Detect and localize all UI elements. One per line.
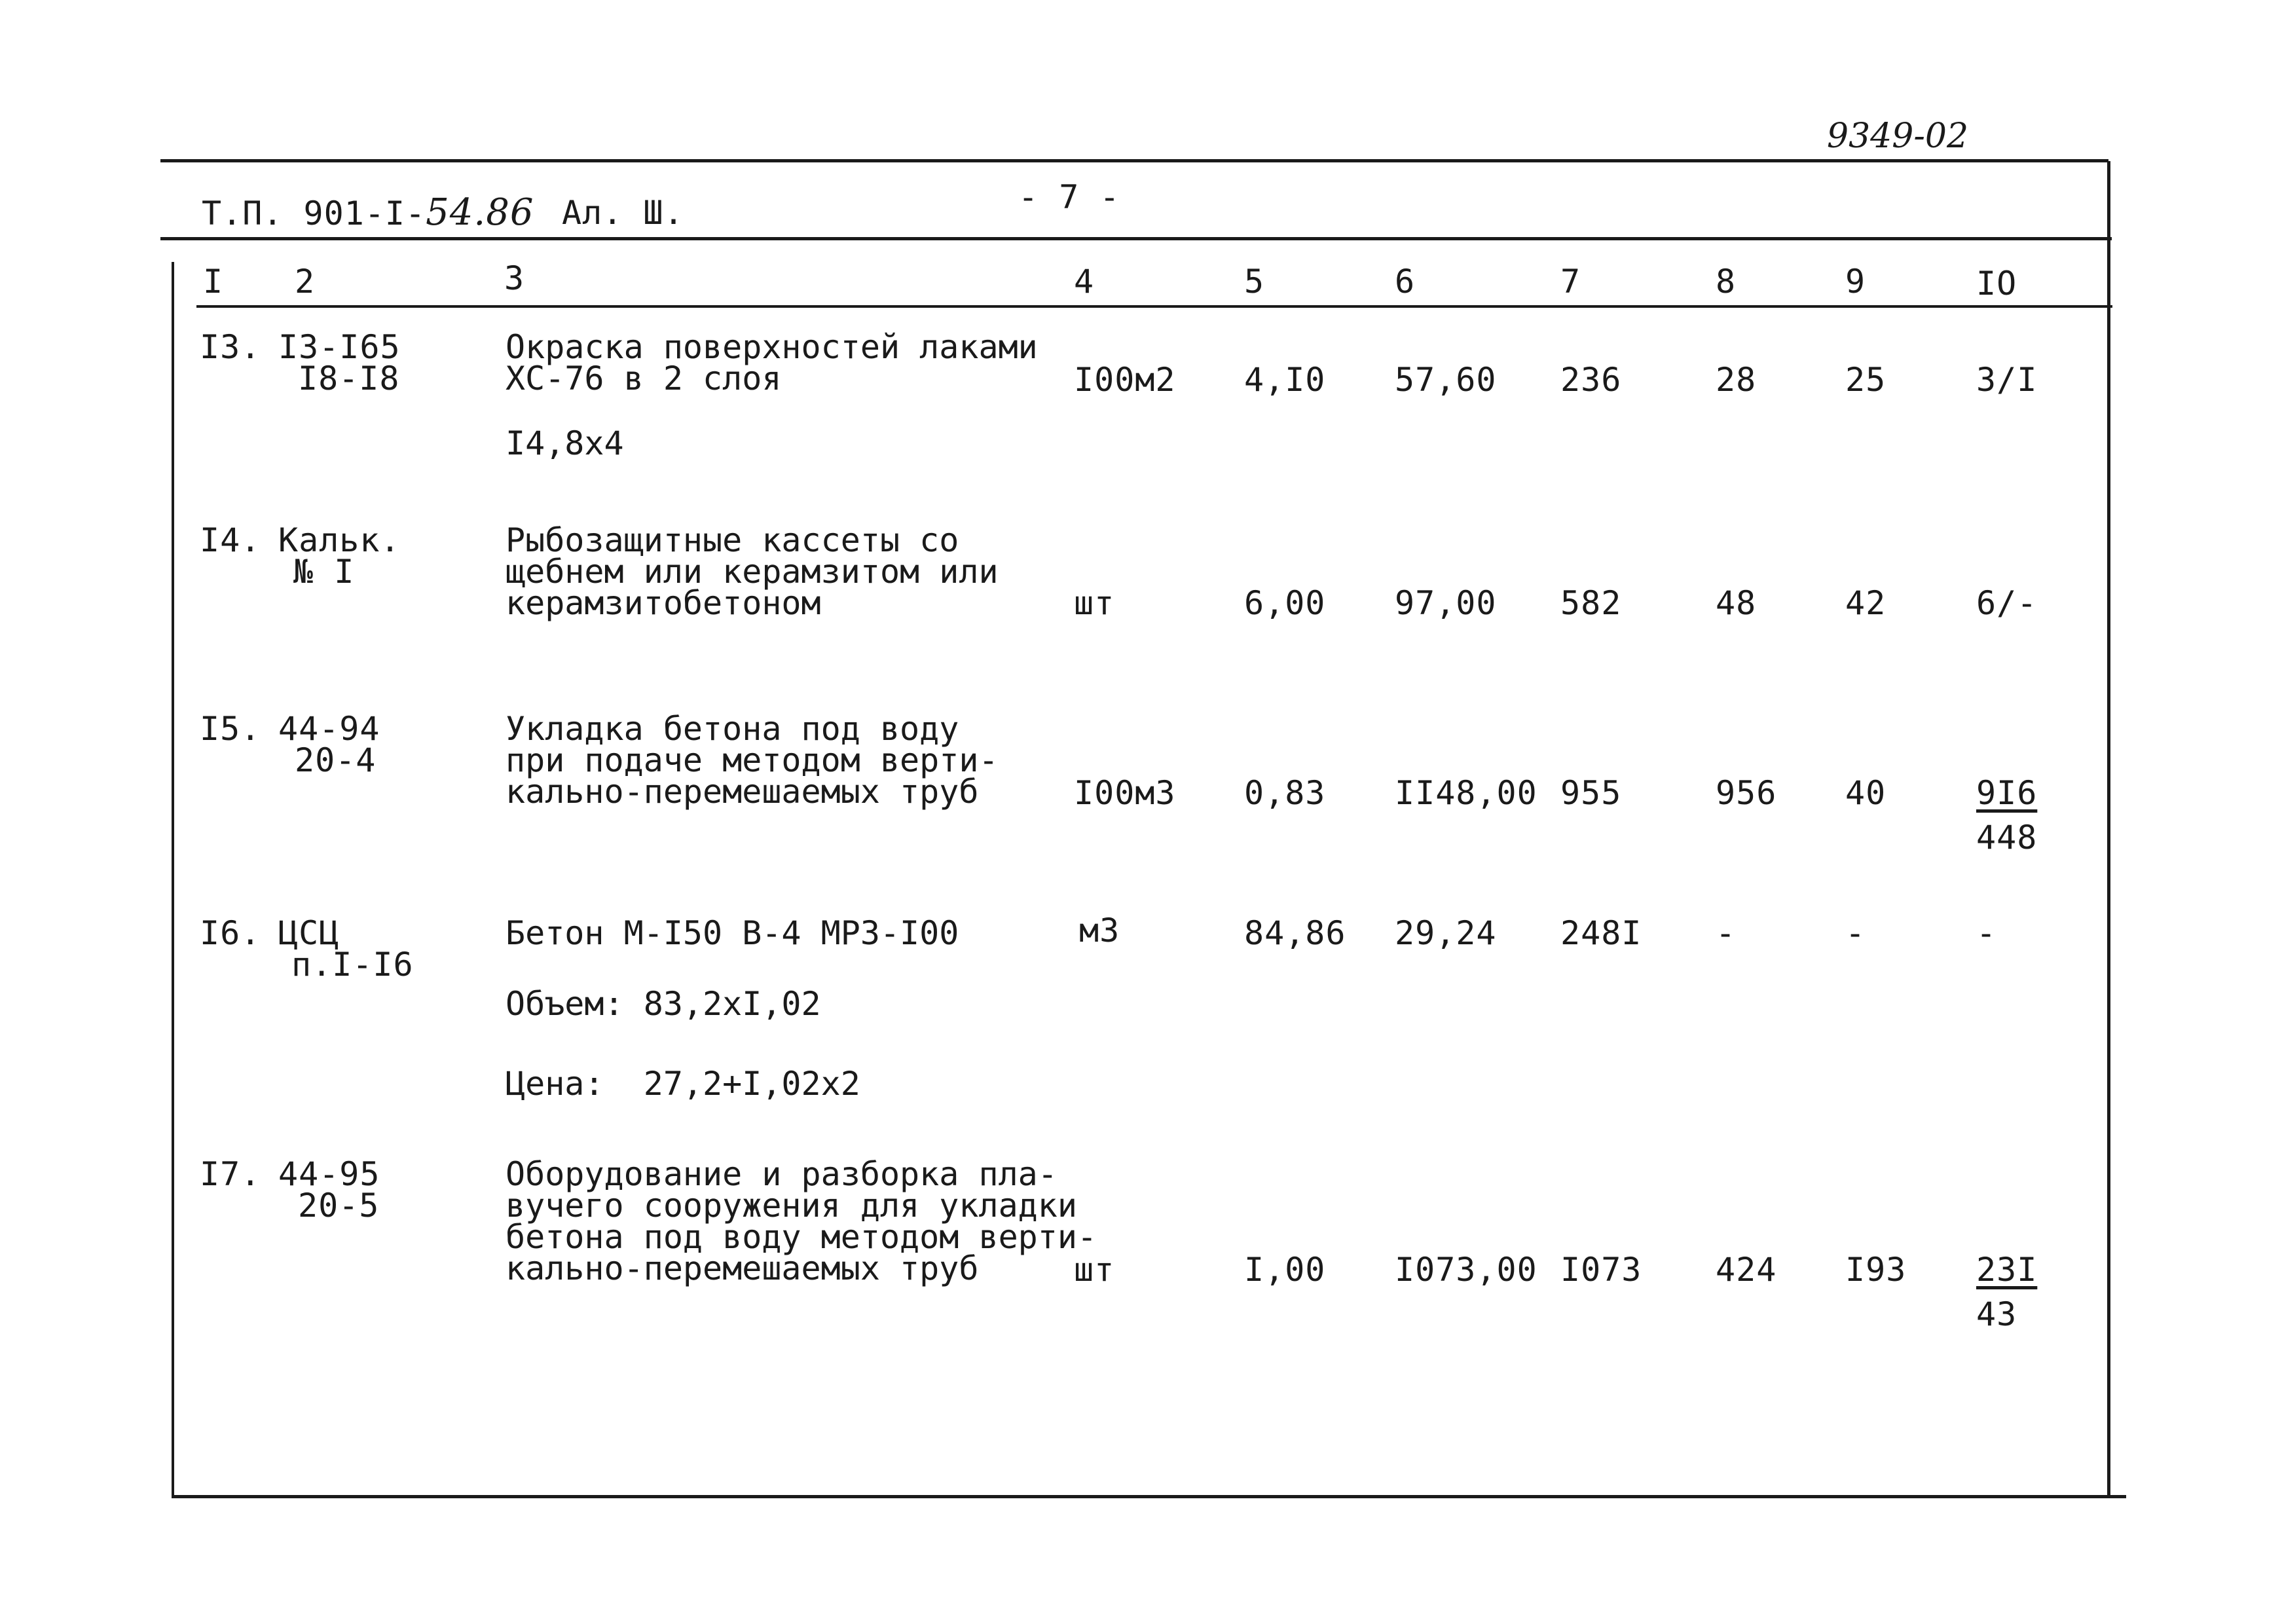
- album-label: Ал. Ш.: [562, 194, 684, 232]
- column-header: IO: [1976, 265, 2017, 303]
- left-border-line: [172, 262, 174, 1498]
- row-number: I7.: [200, 1155, 261, 1193]
- column-8-value: 956: [1716, 774, 1777, 812]
- column-9-value: 42: [1845, 584, 1886, 622]
- page-number: - 7 -: [1018, 178, 1120, 216]
- unit-price: 57,60: [1395, 361, 1497, 399]
- quantity: 84,86: [1244, 914, 1346, 952]
- right-border-line: [2107, 161, 2110, 1498]
- column-header: 5: [1244, 263, 1265, 301]
- fraction-numerator: 9I6: [1976, 774, 2038, 812]
- designation-prefix: Т.П. 901-I-: [202, 194, 426, 232]
- unit: шт: [1074, 1251, 1115, 1289]
- designation-handwritten: 54.86: [426, 191, 534, 234]
- top-border-line: [160, 159, 2108, 162]
- unit-price: 29,24: [1395, 914, 1497, 952]
- bottom-border-line: [174, 1495, 2126, 1498]
- quantity: 6,00: [1244, 584, 1326, 622]
- column-header: 7: [1560, 263, 1581, 301]
- work-description: Окраска поверхностей лаками: [506, 328, 1038, 366]
- unit-price: 97,00: [1395, 584, 1497, 622]
- calculation-note: I4,8x4: [506, 424, 624, 462]
- work-description: бетона под воду методом верти-: [506, 1218, 1097, 1256]
- column-10-value: 3/I: [1976, 361, 2038, 399]
- column-header: 3: [504, 259, 525, 297]
- rate-code: 20-5: [298, 1187, 380, 1225]
- unit: I00м2: [1074, 361, 1176, 399]
- work-description: Оборудование и разборка пла-: [506, 1155, 1058, 1193]
- column-10-value: 6/-: [1976, 584, 2038, 622]
- column-9-value: 25: [1845, 361, 1886, 399]
- column-8-value: -: [1716, 914, 1737, 952]
- fraction-numerator: 23I: [1976, 1251, 2038, 1289]
- column-header: 8: [1716, 263, 1737, 301]
- unit: I00м3: [1074, 774, 1176, 812]
- quantity: 0,83: [1244, 774, 1326, 812]
- rate-code: 44-95: [278, 1155, 380, 1193]
- column-8-value: 48: [1716, 584, 1757, 622]
- work-description: Укладка бетона под воду: [506, 710, 959, 748]
- column-9-value: -: [1845, 914, 1866, 952]
- column-header: 6: [1395, 263, 1416, 301]
- total-cost: 582: [1560, 584, 1622, 622]
- quantity: I,00: [1244, 1251, 1326, 1289]
- column-10-value: -: [1976, 914, 1997, 952]
- work-description: кально-перемешаемых труб: [506, 773, 979, 811]
- rate-code: № I: [293, 553, 355, 591]
- column-9-value: 40: [1845, 774, 1886, 812]
- work-description: кально-перемешаемых труб: [506, 1249, 979, 1287]
- work-description: щебнем или керамзитом или: [506, 553, 999, 591]
- rate-code: 44-94: [278, 710, 380, 748]
- column-header: 4: [1074, 263, 1095, 301]
- total-cost: 248I: [1560, 914, 1642, 952]
- header-divider-line: [160, 237, 2112, 240]
- rate-code: 20-4: [295, 741, 377, 779]
- rate-code: п.I-I6: [291, 946, 414, 984]
- column-header-divider-line: [196, 305, 2112, 308]
- unit: шт: [1074, 584, 1115, 622]
- unit: м3: [1079, 912, 1120, 950]
- column-10-fraction: [1976, 774, 2038, 857]
- fraction-denominator: 448: [1976, 819, 2038, 857]
- rate-code: Кальк.: [278, 521, 401, 559]
- column-8-value: 28: [1716, 361, 1757, 399]
- column-9-value: I93: [1845, 1251, 1907, 1289]
- row-number: I6.: [200, 914, 261, 952]
- total-cost: I073: [1560, 1251, 1642, 1289]
- work-description: при подаче методом верти-: [506, 741, 999, 779]
- rate-code: ЦСЦ: [278, 914, 340, 952]
- rate-code: I8-I8: [298, 360, 400, 397]
- fraction-denominator: 43: [1976, 1295, 2017, 1333]
- work-description: ХС-76 в 2 слоя: [506, 360, 782, 397]
- work-description: вучего сооружения для укладки: [506, 1187, 1077, 1225]
- row-number: I4.: [200, 521, 261, 559]
- column-10-fraction: [1976, 1253, 2037, 1331]
- rate-code: I3-I65: [278, 328, 401, 366]
- work-description: керамзитобетоном: [506, 584, 821, 622]
- column-header: 9: [1845, 263, 1866, 301]
- total-cost: 955: [1560, 774, 1622, 812]
- work-description: Бетон М-I50 В-4 МРЗ-I00: [506, 914, 959, 952]
- unit-price: II48,00: [1395, 774, 1537, 812]
- column-header: I: [203, 263, 224, 301]
- archive-number: 9349-02: [1827, 117, 1969, 156]
- row-number: I3.: [200, 328, 261, 366]
- total-cost: 236: [1560, 361, 1622, 399]
- calculation-note: Объем: 83,2xI,02: [506, 985, 821, 1023]
- row-number: I5.: [200, 710, 261, 748]
- work-description: Рыбозащитные кассеты со: [506, 521, 959, 559]
- calculation-note: Цена: 27,2+I,02x2: [506, 1065, 860, 1103]
- unit-price: I073,00: [1395, 1251, 1537, 1289]
- document-designation: [202, 191, 534, 234]
- column-header: 2: [295, 263, 316, 301]
- quantity: 4,I0: [1244, 361, 1326, 399]
- column-8-value: 424: [1716, 1251, 1777, 1289]
